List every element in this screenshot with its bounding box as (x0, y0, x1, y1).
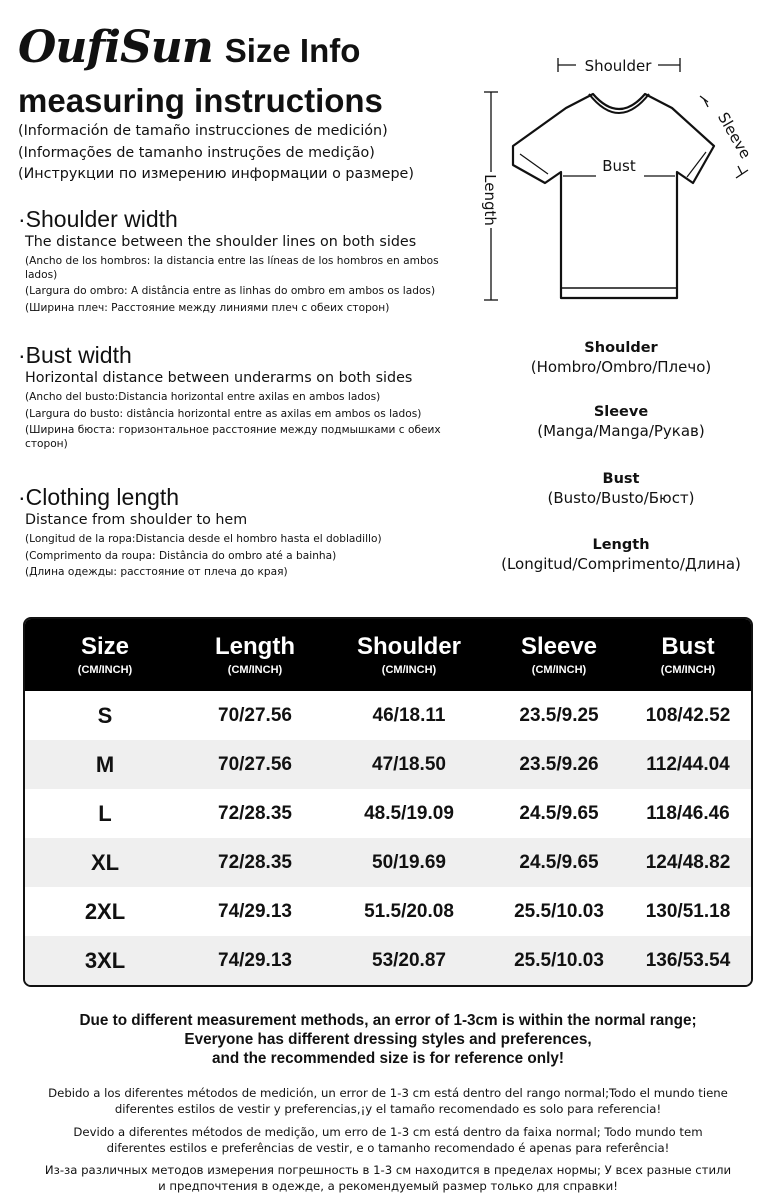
page-subtitle: measuring instructions (18, 82, 383, 119)
header-length (185, 619, 325, 691)
subtitle-pt: (Informações de tamanho instruções de medição) (18, 144, 375, 161)
cell-size: 2XL (84, 898, 126, 924)
section-note-pt: (Largura do busto: distância horizontal entre as axilas em ambos os lados) (25, 407, 422, 420)
cell-length: 72/28.35 (218, 802, 292, 824)
section-note-es: (Longitud de la ropa:Distancia desde el hombro hasta el dobladillo) (25, 533, 382, 545)
disclaimer-line: Из-за различных методов измерения погрешность в 1-3 см находится в пределах нормы; У всех разные стили (44, 1163, 732, 1177)
size-chart-table (23, 617, 753, 987)
section-note-ru: (Ширина бюста: горизонтальное расстояние между подмышками с обеих сторон) (25, 424, 441, 450)
cell-sleeve: 25.5/10.03 (514, 900, 604, 922)
header-label: Sleeve (520, 633, 598, 660)
section-title: ·Clothing length (18, 484, 180, 510)
table-row (25, 887, 751, 936)
disclaimer-line: and the recommended size is for reference only! (212, 1050, 564, 1067)
cell-sleeve: 23.5/9.26 (519, 753, 599, 775)
disclaimer-en (18, 1011, 758, 1068)
disclaimer-line: Everyone has different dressing styles and preferences, (184, 1031, 592, 1048)
section-note-es: (Ancho de los hombros: la distancia entre las líneas de los hombros en ambos lados) (25, 255, 439, 281)
disclaimer-es (18, 1085, 758, 1117)
disclaimer-line: diferentes estilos e preferências de vestir, e o tamanho recomendado é apenas para referência! (106, 1141, 670, 1155)
cell-length: 72/28.35 (218, 851, 292, 873)
cell-shoulder: 46/18.11 (372, 704, 446, 726)
brand-logo: OufiSun (18, 22, 213, 73)
cell-length: 70/27.56 (218, 753, 292, 775)
disclaimer-pt (18, 1124, 758, 1156)
section-description: The distance between the shoulder lines on both sides (25, 234, 417, 250)
legend-shoulder (478, 339, 764, 377)
cell-length: 70/27.56 (218, 704, 292, 726)
header-unit: (CM/INCH) (227, 664, 283, 676)
legend-bust (478, 470, 764, 508)
header-bust (625, 619, 751, 691)
cell-shoulder: 53/20.87 (372, 949, 446, 971)
cell-size: L (98, 800, 112, 826)
legend-translation: (Manga/Manga/Рукав) (537, 422, 705, 440)
section-bust-width (18, 342, 468, 451)
cell-bust: 136/53.54 (645, 949, 731, 971)
section-note-pt: (Comprimento da roupa: Distância do ombro até a bainha) (25, 549, 337, 562)
section-note-es: (Ancho del busto:Distancia horizontal entre axilas en ambos lados) (25, 391, 381, 403)
header-label: Shoulder (356, 633, 461, 660)
cell-sleeve: 24.5/9.65 (519, 802, 599, 824)
brand-header (18, 22, 360, 82)
legend-title: Bust (602, 471, 640, 487)
section-description: Horizontal distance between underarms on both sides (25, 370, 413, 386)
cell-length: 74/29.13 (218, 949, 292, 971)
header-sleeve (493, 619, 625, 691)
table-row (25, 838, 751, 887)
bust-label: Bust (602, 157, 636, 175)
legend-title: Sleeve (593, 404, 649, 420)
cell-size: M (95, 751, 115, 777)
legend-translation: (Busto/Busto/Бюст) (547, 489, 695, 507)
sleeve-label: Sleeve (713, 109, 755, 162)
header-unit: (CM/INCH) (77, 664, 133, 676)
legend-length (478, 536, 764, 574)
cell-sleeve: 24.5/9.65 (519, 851, 599, 873)
cell-size: 3XL (84, 947, 126, 973)
cell-size: S (97, 702, 113, 728)
section-note-pt: (Largura do ombro: A distância entre as linhas do ombro em ambos os lados) (25, 285, 436, 297)
section-title: ·Bust width (18, 342, 132, 368)
cell-sleeve: 23.5/9.25 (519, 704, 599, 726)
cell-sleeve: 25.5/10.03 (514, 949, 604, 971)
cell-shoulder: 48.5/19.09 (364, 802, 454, 824)
header-label: Size (80, 633, 130, 660)
section-title: ·Shoulder width (18, 206, 178, 232)
header-unit: (CM/INCH) (381, 664, 437, 676)
legend-translation: (Hombro/Ombro/Плечо) (530, 358, 712, 376)
tshirt-diagram (478, 50, 768, 310)
table-row (25, 691, 751, 740)
legend-translation: (Longitud/Comprimento/Длина) (501, 555, 741, 573)
shoulder-label: Shoulder (584, 57, 652, 75)
disclaimer-line: Devido a diferentes métodos de medição, um erro de 1-3 cm está dentro da faixa normal; Todo mundo tem (73, 1125, 703, 1139)
section-description: Distance from shoulder to hem (25, 512, 248, 528)
table-row (25, 740, 751, 789)
section-note-ru: (Ширина плеч: Расстояние между линиями плеч с обеих сторон) (25, 301, 390, 314)
tshirt-outline (513, 94, 714, 298)
cell-shoulder: 51.5/20.08 (364, 900, 454, 922)
cell-bust: 108/42.52 (645, 704, 731, 726)
disclaimer-line: Due to different measurement methods, an error of 1-3cm is within the normal range; (79, 1012, 697, 1029)
cell-shoulder: 50/19.69 (372, 851, 446, 873)
header-label: Length (215, 633, 295, 660)
subtitle-ru: (Инструкции по измерению информации о размере) (18, 166, 414, 182)
table-row (25, 789, 751, 838)
header-unit: (CM/INCH) (660, 664, 716, 676)
length-label: Length (481, 174, 499, 226)
legend-title: Length (592, 537, 650, 553)
legend-title: Shoulder (584, 340, 658, 356)
section-clothing-length (18, 484, 468, 580)
section-note-ru: (Длина одежды: расстояние от плеча до края) (25, 566, 288, 578)
cell-bust: 112/44.04 (646, 753, 730, 775)
subtitle-es: (Información de tamaño instrucciones de medición) (18, 123, 388, 139)
cell-bust: 130/51.18 (645, 900, 731, 922)
header-label: Bust (661, 633, 715, 660)
disclaimer-ru (18, 1162, 758, 1194)
header-shoulder (325, 619, 493, 691)
header-size (25, 619, 185, 691)
legend-sleeve (478, 403, 764, 441)
cell-shoulder: 47/18.50 (372, 753, 446, 775)
cell-bust: 118/46.46 (646, 802, 730, 824)
table-row (25, 936, 751, 985)
table-header (25, 619, 751, 691)
page-title: Size Info (224, 32, 361, 69)
cell-bust: 124/48.82 (645, 851, 731, 873)
cell-length: 74/29.13 (218, 900, 292, 922)
disclaimer-line: и предпочтения в одежде, а рекомендуемый размер только для справки! (158, 1179, 618, 1193)
disclaimer-line: Debido a los diferentes métodos de medición, un error de 1-3 cm está dentro del rango normal;Todo el mundo tiene (48, 1086, 728, 1100)
disclaimer-line: diferentes estilos de vestir y preferencias,¡y el tamaño recomendado es solo para referencia! (114, 1102, 662, 1116)
subtitle-translations (18, 121, 478, 186)
cell-size: XL (90, 849, 120, 875)
section-shoulder-width (18, 206, 468, 315)
header-unit: (CM/INCH) (531, 664, 587, 676)
